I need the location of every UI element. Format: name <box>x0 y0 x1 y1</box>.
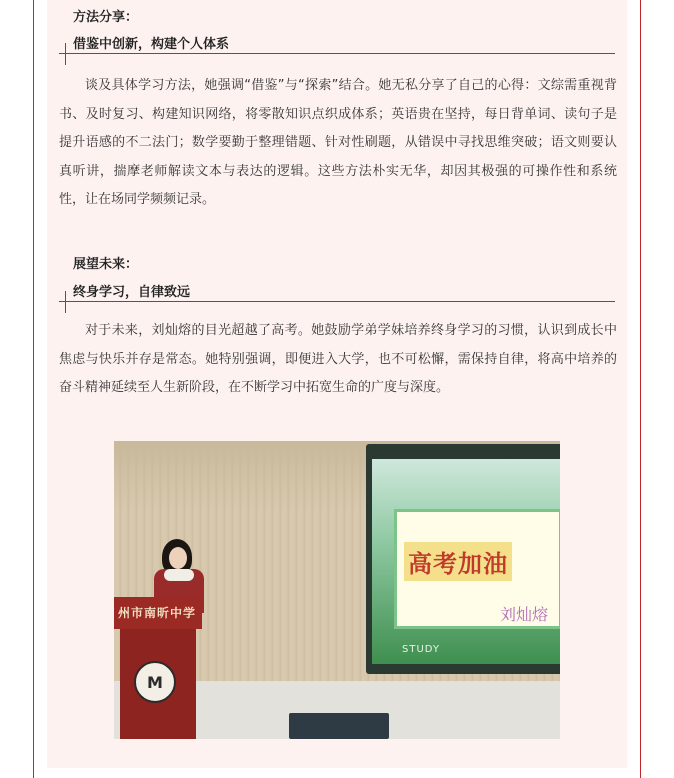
heading-divider <box>59 301 615 302</box>
section-label-methods: 方法分享： <box>73 10 139 25</box>
section-label-future: 展望未来： <box>73 257 139 272</box>
podium-school-name: 州市南昕中学 <box>118 606 197 620</box>
school-logo-icon: M <box>134 661 176 703</box>
speaker-face <box>169 547 187 569</box>
heading-divider-mark <box>65 291 66 313</box>
screen-title: 高考加油 <box>404 542 512 581</box>
heading-divider <box>59 53 615 54</box>
paragraph-methods: 谈及具体学习方法，她强调“借鉴”与“探索”结合。她无私分享了自己的心得：文综需重视背书、及时复习、构建知识网络，将零散知识点织成体系；英语贵在坚持，每日背单词、读句子是提升语感的不二法门；数学要勤于整理错题、针对性刷题，从错误中寻找思维突破；语文则要认真听讲，揣摩老师解读文本与表达的逻辑。这些方法朴实无华，却因其极强的可操作性和系统性，让在场同学频频记录。 <box>59 78 617 207</box>
event-photo <box>114 441 560 739</box>
screen-speaker-name: 刘灿熔 <box>500 605 549 624</box>
heading-divider-mark <box>65 43 66 65</box>
section-heading-methods: 借鉴中创新，构建个人体系 <box>73 37 230 52</box>
projection-screen <box>372 459 560 664</box>
screen-study-text: STUDY <box>402 644 441 655</box>
paragraph-future: 对于未来，刘灿熔的目光超越了高考。她鼓励学弟学妹培养终身学习的习惯，认识到成长中焦虑与快乐并存是常态。她特别强调，即便进入大学，也不可松懈，需保持自律，将高中培养的奋斗精神延续至人生新阶段，在不断学习中拓宽生命的广度与深度。 <box>59 323 617 395</box>
chair <box>289 713 389 739</box>
section-heading-future: 终身学习，自律致远 <box>73 285 191 300</box>
